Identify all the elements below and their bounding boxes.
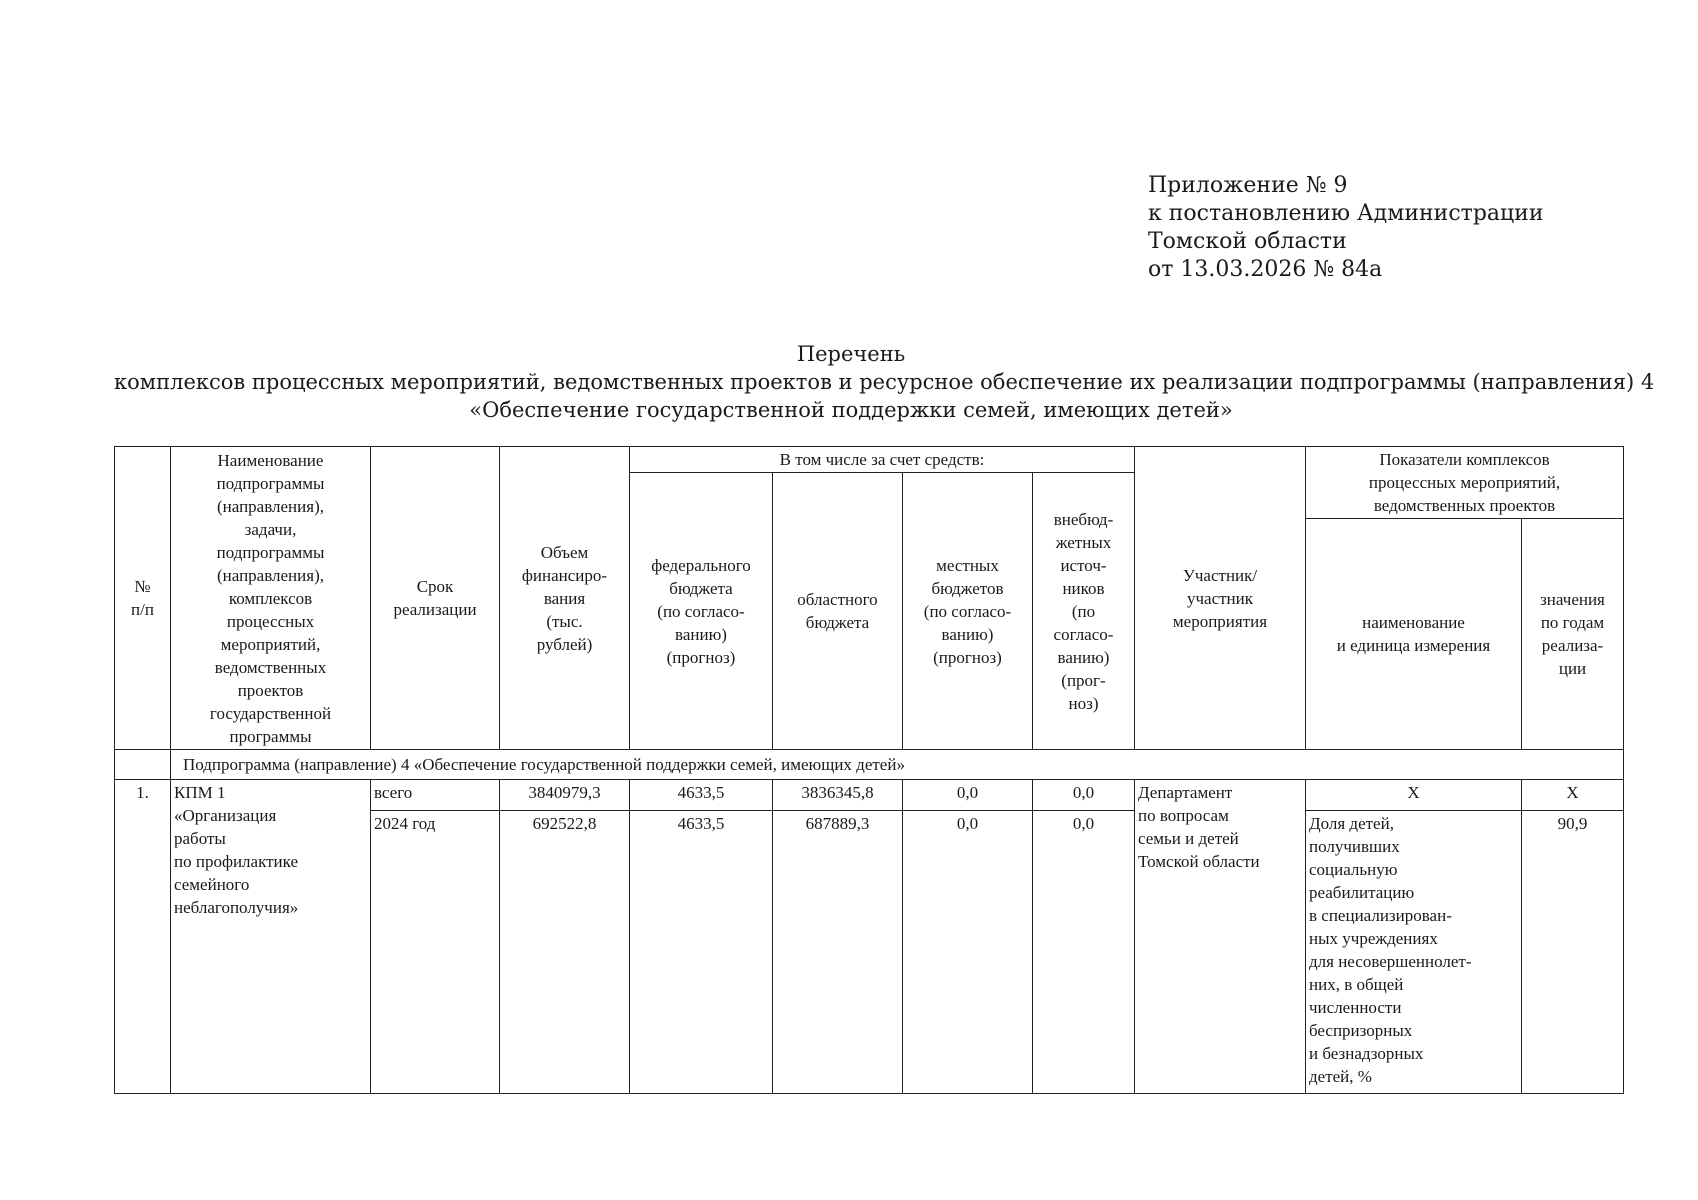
title-line-1: Перечень — [796, 342, 906, 366]
appendix-line-3: Томской области — [1148, 229, 1347, 254]
header-participant: Участник/ участник мероприятия — [1135, 447, 1306, 750]
header-volume: Объем финансиро- вания (тыс. рублей) — [500, 447, 630, 750]
row-total-indicator-value: Х — [1522, 780, 1624, 811]
program-table — [114, 446, 1624, 1094]
header-name: Наименование подпрограммы (направления), задачи, подпрограммы (направления), комплексов процессных мероприятий, ведомственных проектов государственной программы — [171, 447, 371, 750]
appendix-line-2: к постановлению Администрации — [1148, 201, 1544, 226]
header-term: Срок реализации — [371, 447, 500, 750]
row-total-extra: 0,0 — [1033, 780, 1135, 811]
subprogram-num-cell — [115, 750, 171, 780]
header-extra: внебюд- жетных источ- ников (по согласо- ванию) (прог- ноз) — [1033, 473, 1135, 750]
row-total-regional: 3836345,8 — [773, 780, 903, 811]
header-indicator-name: наименование и единица измерения — [1306, 519, 1522, 750]
kpm-name: КПМ 1 «Организация работы по профилактике семейного неблагополучия» — [171, 780, 371, 1094]
header-num: № п/п — [115, 447, 171, 750]
table-row — [115, 780, 1624, 811]
header-indicators: Показатели комплексов процессных мероприятий, ведомственных проектов — [1306, 447, 1624, 519]
row-2024-indicator-name: Доля детей, получивших социальную реабилитацию в специализирован- ных учреждениях для несовершеннолет- них, в общей численности беспризорных и безнадзорных детей, % — [1306, 811, 1522, 1094]
header-including: В том числе за счет средств: — [630, 447, 1135, 473]
kpm-participant: Департамент по вопросам семьи и детей Томской области — [1135, 780, 1306, 1094]
row-2024-indicator-value: 90,9 — [1522, 811, 1624, 1094]
header-local: местных бюджетов (по согласо- ванию) (прогноз) — [903, 473, 1033, 750]
row-2024-federal: 4633,5 — [630, 811, 773, 1094]
row-total-local: 0,0 — [903, 780, 1033, 811]
row-total-volume: 3840979,3 — [500, 780, 630, 811]
title-line-3: «Обеспечение государственной поддержки семей, имеющих детей» — [469, 398, 1233, 422]
appendix-line-4: от 13.03.2026 № 84а — [1148, 257, 1383, 282]
header-federal: федерального бюджета (по согласо- ванию) (прогноз) — [630, 473, 773, 750]
header-regional: областного бюджета — [773, 473, 903, 750]
row-2024-extra: 0,0 — [1033, 811, 1135, 1094]
row-2024-term: 2024 год — [371, 811, 500, 1094]
row-total-term: всего — [371, 780, 500, 811]
kpm-num: 1. — [115, 780, 171, 1094]
row-2024-regional: 687889,3 — [773, 811, 903, 1094]
row-2024-volume: 692522,8 — [500, 811, 630, 1094]
appendix-block — [1148, 172, 1544, 284]
row-total-indicator-name: Х — [1306, 780, 1522, 811]
subprogram-row: Подпрограмма (направление) 4 «Обеспечение государственной поддержки семей, имеющих детей» — [171, 750, 1624, 780]
row-total-federal: 4633,5 — [630, 780, 773, 811]
title-line-2: комплексов процессных мероприятий, ведомственных проектов и ресурсное обеспечение их реализации подпрограммы (направления) 4 — [114, 370, 1655, 394]
header-indicator-values: значения по годам реализа- ции — [1522, 519, 1624, 750]
appendix-line-1: Приложение № 9 — [1148, 173, 1348, 198]
row-2024-local: 0,0 — [903, 811, 1033, 1094]
document-title — [114, 340, 1655, 424]
